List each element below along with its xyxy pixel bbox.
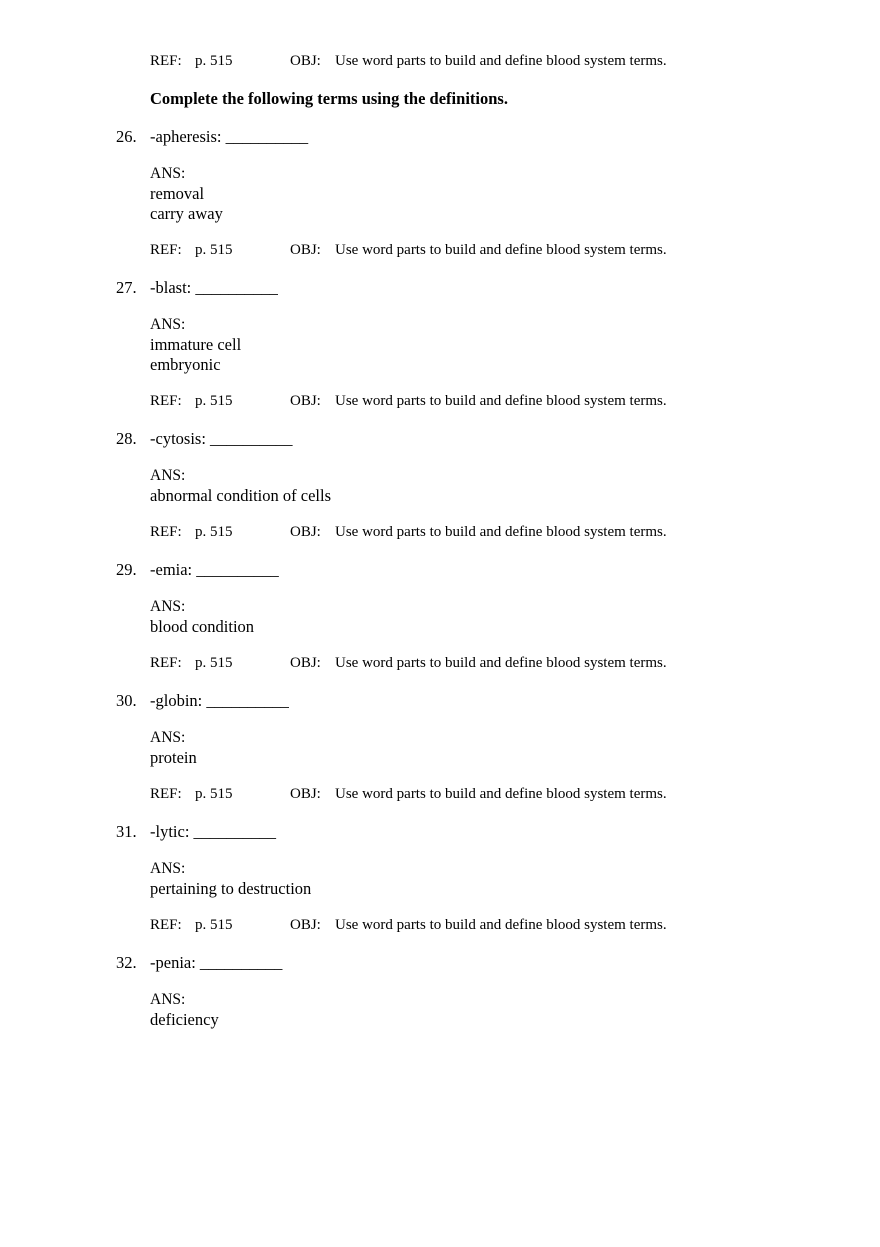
ref-page: p. 515 xyxy=(195,917,233,933)
obj-text: Use word parts to build and define blood system terms. xyxy=(335,917,667,933)
answer-text: carry away xyxy=(150,204,223,223)
ref-label: REF: xyxy=(150,524,182,540)
ans-label: ANS: xyxy=(150,316,186,333)
ref-page: p. 515 xyxy=(195,786,233,802)
obj-label: OBJ: xyxy=(290,655,321,671)
obj-text: Use word parts to build and define blood system terms. xyxy=(335,524,667,540)
question-number: 30. xyxy=(116,691,137,710)
ans-label: ANS: xyxy=(150,991,186,1008)
ref-label: REF: xyxy=(150,917,182,933)
ans-label: ANS: xyxy=(150,860,186,877)
obj-label: OBJ: xyxy=(290,786,321,802)
question-prompt: -apheresis: __________ xyxy=(150,127,309,146)
obj-label: OBJ: xyxy=(290,393,321,409)
question-prompt: -penia: __________ xyxy=(150,953,283,972)
question-number: 27. xyxy=(116,278,137,297)
answer-text: blood condition xyxy=(150,617,255,636)
ref-label: REF: xyxy=(150,53,182,69)
ref-label: REF: xyxy=(150,786,182,802)
answer-block-32 xyxy=(150,990,219,1030)
question-number: 26. xyxy=(116,127,137,146)
obj-text: Use word parts to build and define blood system terms. xyxy=(335,53,667,69)
answer-block-30 xyxy=(150,728,197,768)
answer-block-28 xyxy=(150,466,331,506)
ans-label: ANS: xyxy=(150,165,186,182)
question-prompt: -globin: __________ xyxy=(150,691,289,710)
ans-label: ANS: xyxy=(150,729,186,746)
answer-block-29 xyxy=(150,597,254,637)
answer-text: embryonic xyxy=(150,355,221,374)
answer-block-27 xyxy=(150,315,241,375)
ref-page: p. 515 xyxy=(195,393,233,409)
question-prompt: -cytosis: __________ xyxy=(150,429,293,448)
obj-text: Use word parts to build and define blood system terms. xyxy=(335,393,667,409)
answer-text: protein xyxy=(150,748,197,767)
answer-block-31 xyxy=(150,859,311,899)
obj-label: OBJ: xyxy=(290,524,321,540)
ref-page: p. 515 xyxy=(195,53,233,69)
answer-block-26 xyxy=(150,164,223,224)
ans-label: ANS: xyxy=(150,598,186,615)
obj-label: OBJ: xyxy=(290,917,321,933)
obj-text: Use word parts to build and define blood system terms. xyxy=(335,786,667,802)
obj-text: Use word parts to build and define blood system terms. xyxy=(335,242,667,258)
ref-label: REF: xyxy=(150,393,182,409)
ref-page: p. 515 xyxy=(195,242,233,258)
answer-text: immature cell xyxy=(150,335,242,354)
ref-label: REF: xyxy=(150,655,182,671)
answer-text: deficiency xyxy=(150,1010,219,1029)
question-number: 32. xyxy=(116,953,137,972)
question-number: 28. xyxy=(116,429,137,448)
answer-text: removal xyxy=(150,184,205,203)
ref-page: p. 515 xyxy=(195,655,233,671)
instructions-heading: Complete the following terms using the definitions. xyxy=(150,89,508,108)
ref-label: REF: xyxy=(150,242,182,258)
ref-page: p. 515 xyxy=(195,524,233,540)
obj-text: Use word parts to build and define blood system terms. xyxy=(335,655,667,671)
ans-label: ANS: xyxy=(150,467,186,484)
question-prompt: -blast: __________ xyxy=(150,278,278,297)
obj-label: OBJ: xyxy=(290,53,321,69)
question-prompt: -emia: __________ xyxy=(150,560,279,579)
question-number: 31. xyxy=(116,822,137,841)
answer-text: pertaining to destruction xyxy=(150,879,312,898)
answer-text: abnormal condition of cells xyxy=(150,486,331,505)
question-number: 29. xyxy=(116,560,137,579)
obj-label: OBJ: xyxy=(290,242,321,258)
question-prompt: -lytic: __________ xyxy=(150,822,277,841)
